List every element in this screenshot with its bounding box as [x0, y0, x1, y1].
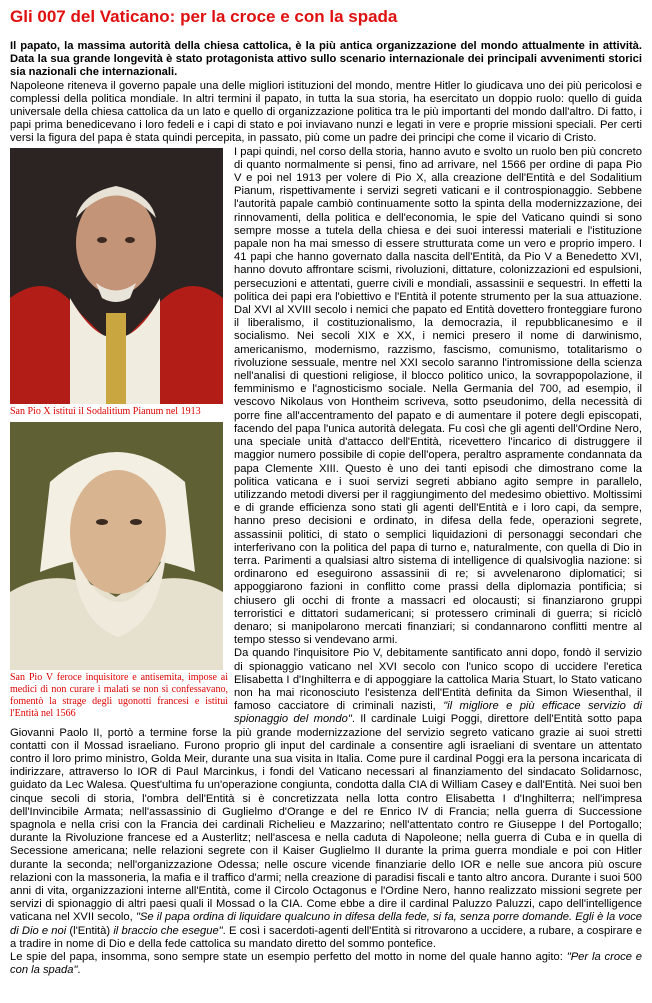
- pope-portrait-pius-v-icon: [10, 422, 223, 670]
- paluzzi-quote: "Se il papa ordina di liquidare qualcuno in difesa della fede, si fa, senza porre domande. Egli è la voce di Dio e noi: [10, 911, 643, 937]
- wiesenthal-quote: "il migliore e più efficace servizio di spionaggio del mondo": [234, 700, 642, 726]
- p3-text-d: . E così i sacerdoti-agenti dell'Entità si ritrovarono a uccidere, a rubare, a cospirare e a tradire in nome di Dio e della fede cattolica su mandato diretto del sommo pontefice.: [10, 924, 642, 950]
- p3-text-a: Da quando l'inquisitore Pio V, debitamente santificato anni dopo, fondò il servizio di spionaggio vaticano nel XVI secolo con l'unico scopo di uccidere l'eretica Elisabetta I d'Inghilterra e di appoggiare la cattolica Maria Stuart, lo Stato vaticano non ha mai riconosciuto l'esistenza dell'Entità definita da Simon Wiesenthal, il famoso cacciatore di criminali nazisti,: [234, 647, 642, 713]
- pope-portrait-pius-x-icon: [10, 148, 223, 404]
- portrait-pius-x-svg: [10, 148, 223, 404]
- p4-text-a: Le spie del papa, insomma, sono sempre state un esempio perfetto del motto in nome del quale hanno agito:: [10, 951, 567, 964]
- article-body: [10, 80, 642, 978]
- paluzzi-quote-end: il braccio che esegue": [113, 924, 223, 937]
- p3-text-c: (l'Entità): [66, 924, 114, 937]
- intro-paragraph: Napoleone riteneva il governo papale una delle migliori istituzioni del mondo, mentre Hitler lo giudicava uno dei più pericolosi e complessi della politica mondiale. In altri termini il papato, in tutta la sua storia, ha esercitato un doppio ruolo: quello di guida universale della chiesa cattolica da un lato e quello di organizzazione politica tra le più importanti del mondo dall'altro. Di fatto, i papi prima benedicevano i loro fedeli e i capi di stato e poi inviavano nunzi e legati in vere e proprie missioni speciali. Per certi versi la figura del papa è stata quindi percepita, in passato, più come un padre dei principi che come il vicario di Cristo.: [10, 79, 642, 145]
- caption-pius-v: San Pio V feroce inquisitore e antisemita, impose ai medici di non curare i malati se non si confessavano, fomentò la strage degli ugonotti francesi e istituì l'Entità nel 1566: [10, 671, 228, 719]
- p3-text-b: . Il cardinale Luigi Poggi, direttore dell'Entità sotto papa Giovanni Paolo II, portò a termine forse la più grande modernizzazione del servizio segreto vaticano grazie ai suoi stretti contatti con il Mossad israeliano. Furono proprio gli input del cardinale a consentire agli israeliani di sventare un attentato contro il loro primo ministro, Golda Meir, durante una sua visita in Italia. Come pure il cardinal Poggi era la persona incaricata di indirizzare, attraverso lo IOR di Paul Marcinkus, i fondi del Vaticano necessari al finanziamento del sindacato Solidarnosc, guidato da Lec Walesa. Quest'ultima fu un'operazione congiunta, condotta dalla CIA di William Casey e dall'Entità. Nei suoi ben cinque secoli di storia, l'ombra dell'Entità si è concretizzata nella lotta contro Elisabetta I d'Inghilterra; nell'impresa dell'Invincibile Armata; nell'assassinio di Guglielmo d'Orange e del re Enrico IV di Francia; nella guerra di Successione spagnola e nella crisi con la Francia dei cardinali Richelieu e Mazzarino; nell'attentato contro re Giuseppe I del Portogallo; durante la Rivoluzione francese ed a Austerlitz; nell'ascesa e nella caduta di Napoleone; nella guerra di Cuba e in quella di Secessione americana; nelle relazioni segrete con il Kaiser Guglielmo II durante la prima guerra mondiale e poi con Hitler durante la seconda; nell'organizzazione Odessa; nelle oscure vicende finanziarie dello IOR e nelle sue ancora più oscure relazioni con la massoneria, la mafia e il traffico d'armi; nella creazione di paradisi fiscali e tanto altro ancora. Durante i suoi 500 anni di vita, organizzazioni interne all'Entità, come il Circolo Octagonus e l'Ordine Nero, hanno realizzato missioni segrete per servizi di spionaggio di altri paesi quali il Mossad o la CIA. Come ebbe a dire il cardinal Paluzzo Paluzzi, capo dell'intelligence vaticana nel XVII secolo,: [10, 713, 642, 924]
- figure-pius-x: [10, 148, 228, 724]
- paragraph-2: I papi quindi, nel corso della storia, hanno avuto e svolto un ruolo ben più concreto di quanto normalmente si pensi, fino ad arrivare, nel 1566 per ordine di papa Pio V e poi nel 1913 per volere di Pio X, alla creazione dell'Entità e del Sodalitium Pianum, rispettivamente i servizi segreti vaticani e il controspionaggio. Sebbene l'autorità papale cambiò continuamente sotto la spinta della modernizzazione, dei rinnovamenti, della politica e dell'economia, le spie del Vaticano quindi si sono sempre mosse a tutela della chiesa e dei suoi interessi materiali e l'istituzione papale non ha mai smesso di essere strutturata come un vero e proprio impero. I 41 papi che hanno governato dalla nascita dell'Entità, da Pio V a Benedetto XVI, hanno dovuto affrontare scismi, rivoluzioni, dittature, colonizzazioni ed espulsioni, persecuzioni e attentati, guerre civili e mondiali, assassinii e sequestri. In effetti la politica dei papi era l'obiettivo e l'Entità il potente strumento per la sua attuazione. Dal XVI al XVIII secolo i nemici che papato ed Entità dovettero fronteggiare furono il liberalismo, il costituzionalismo, la democrazia, il repubblicanesimo e il socialismo. Nei secoli XIX e XX, i nemici presero il nome di darwinismo, americanismo, modernismo, razzismo, fascismo, comunismo, totalitarismo o rivoluzione sessuale, mentre nel XXI secolo saranno l'intromissione della scienza nell'analisi di questioni religiose, il blocco politico unico, la sovrappopolazione, il femminismo e l'agnosticismo sociale. Nella Germania del 700, ad esempio, il vescovo Nikolaus von Hontheim scriveva, sotto pseudonimo, della necessità di porre fine all'accentramento del papato e di aumentare il potere degli episcopati, facendo del papa l'unica autorità delegata. Fu così che gli agenti dell'Ordine Nero, una speciale unità d'attacco dell'Entità, ricevettero l'incarico di distruggere il maggior numero possibile di copie dell'opera, peraltro aspramente condannata da papa Clemente XIII. Questo è uno dei tanti episodi che dimostrano come la politica vaticana e i suoi servizi segreti abbiano agito sempre in parallelo, utilizzando metodi diversi per il raggiungimento del medesimo obiettivo. Moltissimi e di grande efficienza sono stati gli agenti dell'Entità e i loro capi, da sempre, hanno preso decisioni e ordinato, in difesa della fede, operazioni segrete, assassinii politici, di stato o semplici liquidazioni di personaggi secondari che interferivano con la politica del papa di turno e, naturalmente, con quella di Dio in terra. Parimenti a qualsiasi altro sistema di intelligence di qualsivoglia nazione: si ordinarono ed eseguirono assassinii di re; si avvelenarono diplomatici; si appoggiarono fazioni in conflitto come prassi della diplomazia pontificia; si chiusero gli occhi di fronte a massacri ed olocausti; si finanziarono gruppi terroristici e dittatori sudamericani; si protessero criminali di guerra; si riciclò denaro; si manipolarono mercati finanziari; si condannarono conflitti mentre al tempo stesso si vendevano armi.: [234, 145, 642, 647]
- portrait-pius-v-svg: [10, 422, 223, 670]
- motto-quote: "Per la croce e con la spada": [10, 951, 643, 977]
- p4-text-b: .: [77, 964, 81, 977]
- article-lead: Il papato, la massima autorità della chiesa cattolica, è la più antica organizzazione del mondo attualmente in attività. Data la sua grande longevità è stato protagonista attivo sullo scenario internazionale dei principali avvenimenti storici sia nazionali che internazionali.: [10, 40, 642, 79]
- paragraph-4: [10, 951, 642, 977]
- article-title: Gli 007 del Vaticano: per la croce e con la spada: [10, 7, 398, 26]
- caption-pius-x: San Pio X istituì il Sodalitium Pianum nel 1913: [10, 405, 201, 417]
